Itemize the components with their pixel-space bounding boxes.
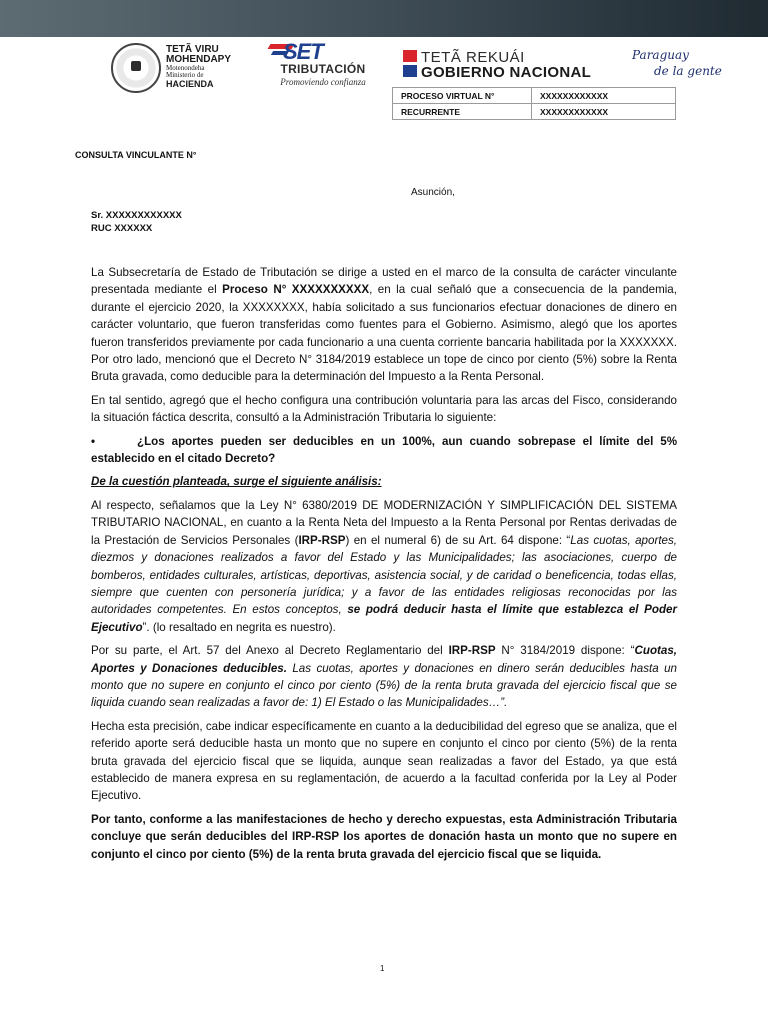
consulta-title: CONSULTA VINCULANTE N° (75, 150, 197, 160)
ministerio-hacienda-logo (166, 45, 261, 89)
recurrente-value: XXXXXXXXXXXX (532, 104, 676, 120)
document-body (91, 264, 677, 869)
place-date: Asunción, (411, 187, 455, 198)
slogan-line1: Paraguay (632, 48, 689, 62)
recurrente-label: RECURRENTE (393, 104, 532, 120)
slogan-line2: de la gente (654, 64, 722, 78)
set-logo (269, 41, 377, 91)
national-seal-icon (111, 43, 161, 93)
paragraph-context: En tal sentido, agregó que el hecho configura una contribución voluntaria para las arcas del Fisco, considerando la situación fáctica descrita, consultó a la Administración Tributaria lo siguiente: (91, 393, 677, 425)
gobierno-line1: TETÃ REKUÁI (421, 49, 525, 66)
table-row (393, 104, 676, 120)
process-value: XXXXXXXXXXXX (532, 88, 676, 104)
set-brand: SET (283, 39, 323, 64)
gobierno-flag-icon (403, 50, 417, 78)
process-table (392, 87, 676, 120)
ministerio-line3: Motenondeha (166, 64, 205, 72)
analysis-heading: De la cuestión planteada, surge el siguiente análisis: (91, 475, 382, 489)
paragraph-conclusion: Por tanto, conforme a las manifestaciones de hecho y derecho expuestas, esta Administración Tributaria concluye que serán deducibles del IRP-RSP los aportes de donación hasta un monto que no supere en conjunto el cinco por ciento (5%) de la renta bruta gravada del ejercicio fiscal que se liquida. (91, 812, 677, 861)
gobierno-line2: GOBIERNO NACIONAL (421, 64, 592, 81)
recipient-block (91, 209, 182, 235)
paragraph-decreto: Por su parte, el Art. 57 del Anexo al Decreto Reglamentario del IRP-RSP N° 3184/2019 dispone: “Cuotas, Aportes y Donaciones deducibles. Las cuotas, aportes y donaciones en dinero serán deducibles hasta un monto que no supere en conjunto el cinco por ciento (5%) de la renta bruta gravada del ejercicio fiscal que se liquida cuando sean realizadas a favor de: 1) El Estado o las Municipalidades…”. (91, 644, 677, 710)
recipient-name: Sr. XXXXXXXXXXXX (91, 210, 182, 221)
paragraph-ley: Al respecto, señalamos que la Ley N° 6380/2019 DE MODERNIZACIÓN Y SIMPLIFICACIÓN DEL SISTEMA TRIBUTARIO NACIONAL, en cuanto a la Renta Neta del Impuesto a la Renta Personal por Rentas derivadas de la Prestación de Servicios Personales (IRP-RSP) en el numeral 6) de su Art. 64 dispone: “Las cuotas, aportes, diezmos y donaciones realizados a favor del Estado y las Municipalidades; las asociaciones, cuerpo de bomberos, entidades culturales, artísticas, deportivas, asistencia social, y de caridad o beneficencia, todas ellas, siempre que cuenten con personería jurídica; y a favor de las entidades religiosas reconocidas por las autoridades competentes. En estos conceptos, se podrá deducir hasta el límite que establezca el Poder Ejecutivo”. (lo resaltado en negrita es nuestro). (91, 498, 678, 634)
page-number: 1 (380, 964, 385, 973)
ministerio-line1: TETÃ VIRU (166, 44, 219, 55)
paragraph-intro: La Subsecretaría de Estado de Tributación se dirige a usted en el marco de la consulta de carácter vinculante presentada mediante el Proceso N° XXXXXXXXXX, en la cual señaló que a consecuencia de la pandemia, durante el ejercicio 2020, la XXXXXXXX, había solicitado a sus funcionarios efectuar donaciones de dinero en carácter voluntario, que fueron transferidas como fuentes para el Gobierno. Asimismo, alegó que los aportes fueron transferidos previamente por cada funcionario a una cuenta corriente bancaria habilitada por la XXXXXXX. Por otro lado, mencionó que el Decreto N° 3184/2019 establece un tope de cinco por ciento (5%) sobre la Renta Bruta gravada, como deducible para la determinación del Impuesto a la Renta Personal. (91, 266, 677, 384)
ministerio-line2: MOHENDAPY (166, 54, 232, 65)
ministerio-line4: Ministerio de (166, 71, 204, 79)
top-banner-bar (0, 0, 768, 37)
process-label: PROCESO VIRTUAL N° (393, 88, 532, 104)
question-bullet: • ¿Los aportes pueden ser deducibles en un 100%, aun cuando sobrepase el límite del 5% establecido en el citado Decreto? (91, 434, 677, 466)
ministerio-line5: HACIENDA (166, 79, 214, 89)
table-row (393, 88, 676, 104)
paragraph-precision: Hecha esta precisión, cabe indicar específicamente en cuanto a la deducibilidad del egreso que se analiza, que el referido aporte será deducible hasta un monto que no supere en conjunto el cinco por ciento (5%) de la renta bruta gravada del ejercicio fiscal que se liquida, aunque sean realizadas a favor del Estado, ya que está establecido de manera expresa en su reglamentación, de acuerdo a la facultad conferida por la Ley al Poder Ejecutivo. (91, 719, 677, 803)
recipient-ruc: RUC XXXXXX (91, 223, 153, 234)
set-name: TRIBUTACIÓN (280, 62, 366, 76)
set-tagline: Promoviendo confianza (280, 77, 366, 87)
paraguay-slogan (632, 47, 724, 79)
